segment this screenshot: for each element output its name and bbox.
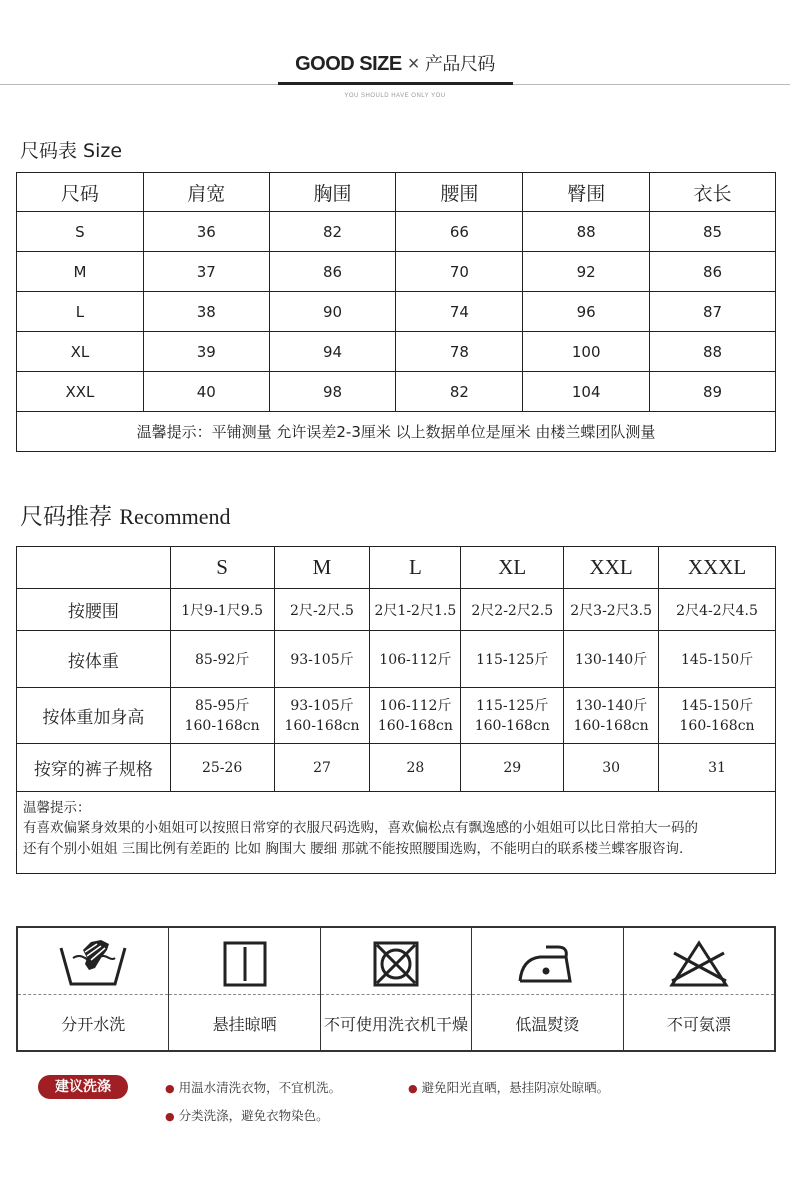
no-tumble-dry-icon xyxy=(321,936,471,992)
table-cell: 36 xyxy=(143,212,269,252)
table-cell: 86 xyxy=(650,252,776,292)
table-cell: 31 xyxy=(659,744,776,792)
column-header: 臀围 xyxy=(523,173,650,212)
table-cell: 96 xyxy=(523,292,650,332)
table-cell: 27 xyxy=(274,744,370,792)
size-header: XL xyxy=(461,547,564,589)
care-item xyxy=(472,928,623,1050)
recommend-section-title xyxy=(20,498,231,531)
wash-tip xyxy=(165,1078,341,1096)
no-bleach-icon xyxy=(624,936,774,992)
care-item xyxy=(624,928,774,1050)
table-cell: 94 xyxy=(269,332,396,372)
row-label: 按腰围 xyxy=(17,589,171,631)
size-header: M xyxy=(274,547,370,589)
header-subtitle: YOU SHOULD HAVE ONLY YOU xyxy=(344,93,446,99)
care-divider xyxy=(321,994,471,995)
table-cell: 28 xyxy=(370,744,461,792)
weight-value: 115-125斤 xyxy=(476,697,549,714)
table-cell: 85-92斤 xyxy=(170,631,274,688)
table-cell: 2尺-2尺.5 xyxy=(274,589,370,631)
table-cell: 104 xyxy=(523,372,650,412)
table-row xyxy=(17,292,776,332)
wash-tip xyxy=(408,1078,609,1096)
size-section-title: 尺码表 Size xyxy=(20,140,123,162)
table-cell: 88 xyxy=(650,332,776,372)
table-cell: 38 xyxy=(143,292,269,332)
care-divider xyxy=(169,994,319,995)
table-row xyxy=(17,252,776,292)
wash-tip xyxy=(165,1106,329,1124)
care-item xyxy=(169,928,320,1050)
table-row xyxy=(17,372,776,412)
weight-value: 130-140斤 xyxy=(575,697,648,714)
care-label: 低温熨烫 xyxy=(515,1015,580,1034)
size-header: S xyxy=(170,547,274,589)
size-table-note: 温馨提示：平铺测量 允许误差2-3厘米 以上数据单位是厘米 由楼兰蝶团队测量 xyxy=(17,412,776,452)
header-title-en: GOOD SIZE xyxy=(295,53,402,75)
row-label: 按穿的裤子规格 xyxy=(17,744,171,792)
size-header: L xyxy=(370,547,461,589)
size-header: XXXL xyxy=(659,547,776,589)
recommend-note-line: 还有个别小姐姐 三围比例有差距的 比如 胸围大 腰细 那就不能按照腰围选购，不能明白的联系楼兰蝶客服咨询. xyxy=(23,841,684,857)
table-cell: 100 xyxy=(523,332,650,372)
table-cell xyxy=(170,688,274,744)
table-row xyxy=(17,589,776,631)
recommend-note-line: 有喜欢偏紧身效果的小姐姐可以按照日常穿的衣服尺码选购，喜欢偏松点有飘逸感的小姐姐可以比日常拍大一码的 xyxy=(23,820,698,836)
table-cell: 2尺2-2尺2.5 xyxy=(461,589,564,631)
hand-wash-icon xyxy=(18,936,168,992)
column-header: 胸围 xyxy=(269,173,396,212)
recommend-table-header xyxy=(17,547,776,589)
table-cell: 82 xyxy=(269,212,396,252)
table-cell: 130-140斤 xyxy=(564,631,659,688)
table-cell: S xyxy=(17,212,144,252)
table-row xyxy=(17,744,776,792)
table-cell: 98 xyxy=(269,372,396,412)
table-cell: 66 xyxy=(396,212,523,252)
table-cell xyxy=(274,688,370,744)
recommend-note-title: 温馨提示： xyxy=(23,800,91,816)
table-row xyxy=(17,688,776,744)
table-cell: 87 xyxy=(650,292,776,332)
corner-cell xyxy=(17,547,171,589)
height-value: 160-168cn xyxy=(377,717,453,734)
size-table-note-row xyxy=(17,412,776,452)
care-item xyxy=(18,928,169,1050)
table-cell: 2尺1-2尺1.5 xyxy=(370,589,461,631)
table-cell xyxy=(370,688,461,744)
table-cell: 2尺4-2尺4.5 xyxy=(659,589,776,631)
table-cell: 86 xyxy=(269,252,396,292)
column-header: 肩宽 xyxy=(143,173,269,212)
size-table xyxy=(16,172,776,452)
care-divider xyxy=(18,994,168,995)
table-cell: 78 xyxy=(396,332,523,372)
care-label: 不可使用洗衣机干燥 xyxy=(324,1015,469,1034)
close-icon: × xyxy=(407,53,419,75)
height-value: 160-168cn xyxy=(184,717,260,734)
column-header: 衣长 xyxy=(650,173,776,212)
care-divider xyxy=(624,994,774,995)
table-cell xyxy=(461,688,564,744)
weight-value: 93-105斤 xyxy=(290,697,354,714)
column-header: 腰围 xyxy=(396,173,523,212)
table-cell: 85 xyxy=(650,212,776,252)
care-label: 悬挂晾晒 xyxy=(212,1015,277,1034)
table-cell: 40 xyxy=(143,372,269,412)
table-cell: 106-112斤 xyxy=(370,631,461,688)
wash-tip-text: 避免阳光直晒，悬挂阴凉处晾晒。 xyxy=(421,1080,610,1095)
row-label: 按体重 xyxy=(17,631,171,688)
recommend-table xyxy=(16,546,776,792)
row-label: 按体重加身高 xyxy=(17,688,171,744)
table-cell: 92 xyxy=(523,252,650,292)
table-cell: 70 xyxy=(396,252,523,292)
height-value: 160-168cn xyxy=(474,717,550,734)
table-cell: M xyxy=(17,252,144,292)
table-cell: XXL xyxy=(17,372,144,412)
care-label: 不可氨漂 xyxy=(666,1015,731,1034)
table-cell: 29 xyxy=(461,744,564,792)
column-header: 尺码 xyxy=(17,173,144,212)
header-title xyxy=(0,50,790,76)
weight-value: 106-112斤 xyxy=(379,697,452,714)
table-row xyxy=(17,332,776,372)
table-cell: 82 xyxy=(396,372,523,412)
table-cell: L xyxy=(17,292,144,332)
table-cell: 90 xyxy=(269,292,396,332)
bullet-icon: ● xyxy=(165,1110,175,1123)
table-cell: 37 xyxy=(143,252,269,292)
recommend-note xyxy=(16,792,776,874)
table-cell: 145-150斤 xyxy=(659,631,776,688)
table-cell: 88 xyxy=(523,212,650,252)
table-cell: 30 xyxy=(564,744,659,792)
recommend-title-en: Recommend xyxy=(119,504,231,529)
table-cell: 93-105斤 xyxy=(274,631,370,688)
table-cell xyxy=(659,688,776,744)
height-value: 160-168cn xyxy=(284,717,360,734)
bullet-icon: ● xyxy=(408,1082,418,1095)
wash-advice-badge: 建议洗涤 xyxy=(38,1075,128,1099)
weight-value: 145-150斤 xyxy=(680,697,754,714)
table-cell: XL xyxy=(17,332,144,372)
table-cell: 39 xyxy=(143,332,269,372)
care-instructions xyxy=(16,926,776,1052)
wash-tip-text: 用温水清洗衣物，不宜机洗。 xyxy=(178,1080,342,1095)
care-label: 分开水洗 xyxy=(61,1015,126,1034)
table-cell xyxy=(564,688,659,744)
recommend-title-cn: 尺码推荐 xyxy=(20,504,112,530)
table-row xyxy=(17,631,776,688)
hang-dry-icon xyxy=(169,936,319,992)
height-value: 160-168cn xyxy=(573,717,649,734)
wash-tip-text: 分类洗涤，避免衣物染色。 xyxy=(178,1108,329,1123)
table-cell: 25-26 xyxy=(170,744,274,792)
page-header xyxy=(0,50,790,76)
size-header: XXL xyxy=(564,547,659,589)
table-cell: 115-125斤 xyxy=(461,631,564,688)
table-row xyxy=(17,212,776,252)
header-underline xyxy=(278,82,513,85)
care-divider xyxy=(472,994,622,995)
header-title-cn: 产品尺码 xyxy=(424,54,495,75)
table-cell: 2尺3-2尺3.5 xyxy=(564,589,659,631)
care-item xyxy=(321,928,472,1050)
table-cell: 1尺9-1尺9.5 xyxy=(170,589,274,631)
size-table-header xyxy=(17,173,776,212)
height-value: 160-168cn xyxy=(679,717,755,734)
weight-value: 85-95斤 xyxy=(194,697,250,714)
table-cell: 74 xyxy=(396,292,523,332)
low-iron-icon xyxy=(472,936,622,992)
bullet-icon: ● xyxy=(165,1082,175,1095)
table-cell: 89 xyxy=(650,372,776,412)
